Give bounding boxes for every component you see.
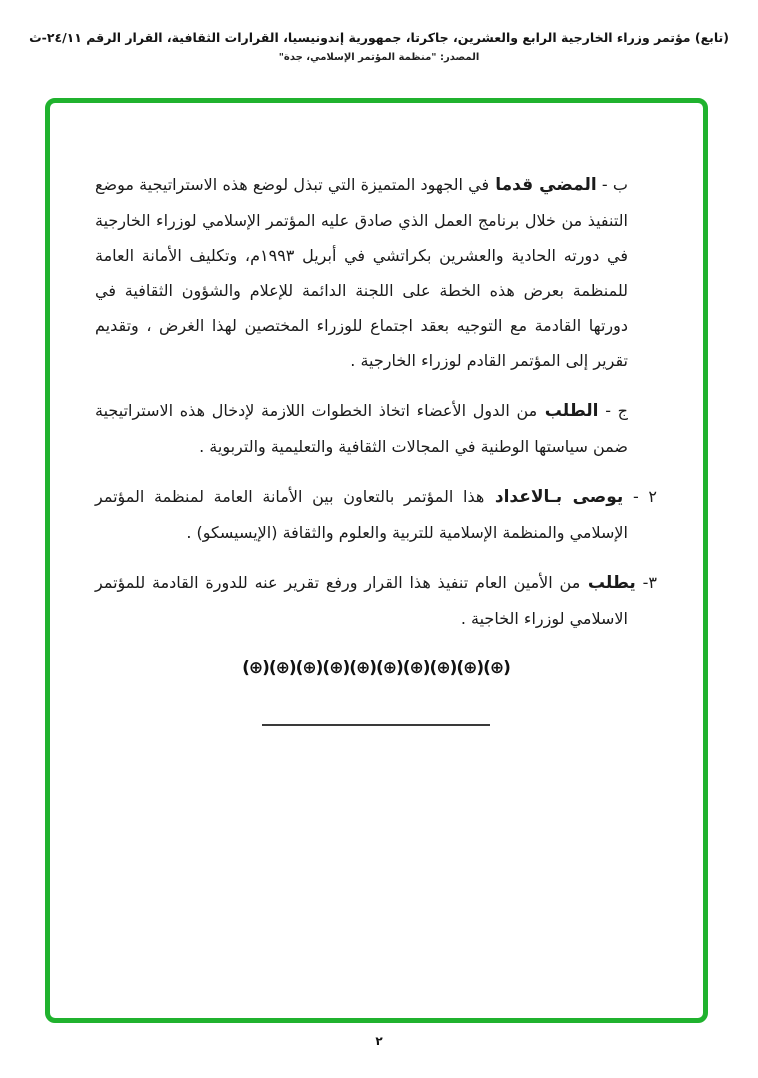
page-number: ٢ [375, 1034, 383, 1048]
paragraph-3-label: ٣- [635, 573, 658, 592]
header-source: المصدر: "منظمة المؤتمر الإسلامي، جدة" [278, 52, 480, 63]
paragraph-j-lead: الطلب [537, 401, 599, 421]
paragraph-j [95, 393, 657, 464]
paragraph-3 [95, 565, 657, 636]
paragraph-b [95, 167, 657, 378]
paragraph-2-lead: يوصى بـالاعداد [484, 487, 624, 507]
document-body [95, 167, 657, 726]
paragraph-j-text: من الدول الأعضاء اتخاذ الخطوات اللازمة لإدخال هذه الاستراتيجية ضمن سياستها الوطنية في المجالات الثقافية والتعليمية والتربوية . [95, 401, 628, 456]
paragraph-2 [95, 479, 657, 550]
paragraph-3-lead: يطلب [580, 573, 636, 593]
paragraph-b-text: في الجهود المتميزة التي تبذل لوضع هذه الاستراتيجية موضع التنفيذ من خلال برنامج العمل الذي صادق عليه المؤتمر الإسلامي لوزراء الخارجية في دورته الحادية والعشرين بكراتشي في أبريل ١٩٩٣م، وتكليف الأمانة العامة للمنظمة بعرض هذه الخطة على اللجنة الدائمة للإعلام والشؤون الثقافية في دورتها القادمة مع التوجيه بعقد اجتماع للوزراء المختصين لهذا الغرض ، وتقديم تقرير إلى المؤتمر القادم لوزراء الخارجية . [95, 175, 629, 370]
paragraph-2-label: ٢ - [623, 487, 657, 506]
paragraph-b-lead: المضي قدما [489, 175, 597, 195]
ornament-separator: (⊕)(⊕)(⊕)(⊕)(⊕)(⊕)(⊕)(⊕)(⊕)(⊕) [242, 658, 510, 678]
paragraph-3-text: من الأمين العام تنفيذ هذا القرار ورفع تقرير عنه للدورة القادمة للمؤتمر الاسلامي لوزراء الخاجية . [95, 573, 628, 628]
paragraph-j-label: ج - [598, 401, 629, 420]
header-title: (تابع) مؤتمر وزراء الخارجية الرابع والعشرين، جاكرتا، جمهورية إندونيسيا، القرارات الثقافية، القرار الرقم ٢٤/١١-ث [29, 30, 729, 45]
signature-rule [262, 724, 490, 726]
paragraph-2-text: هذا المؤتمر بالتعاون بين الأمانة العامة لمنظمة المؤتمر الإسلامي والمنظمة الإسلامية للتربية والعلوم والثقافة (الإيسيسكو) . [95, 487, 628, 542]
document-frame [45, 98, 708, 1023]
paragraph-b-label: ب - [596, 175, 628, 194]
document-header [0, 30, 758, 63]
